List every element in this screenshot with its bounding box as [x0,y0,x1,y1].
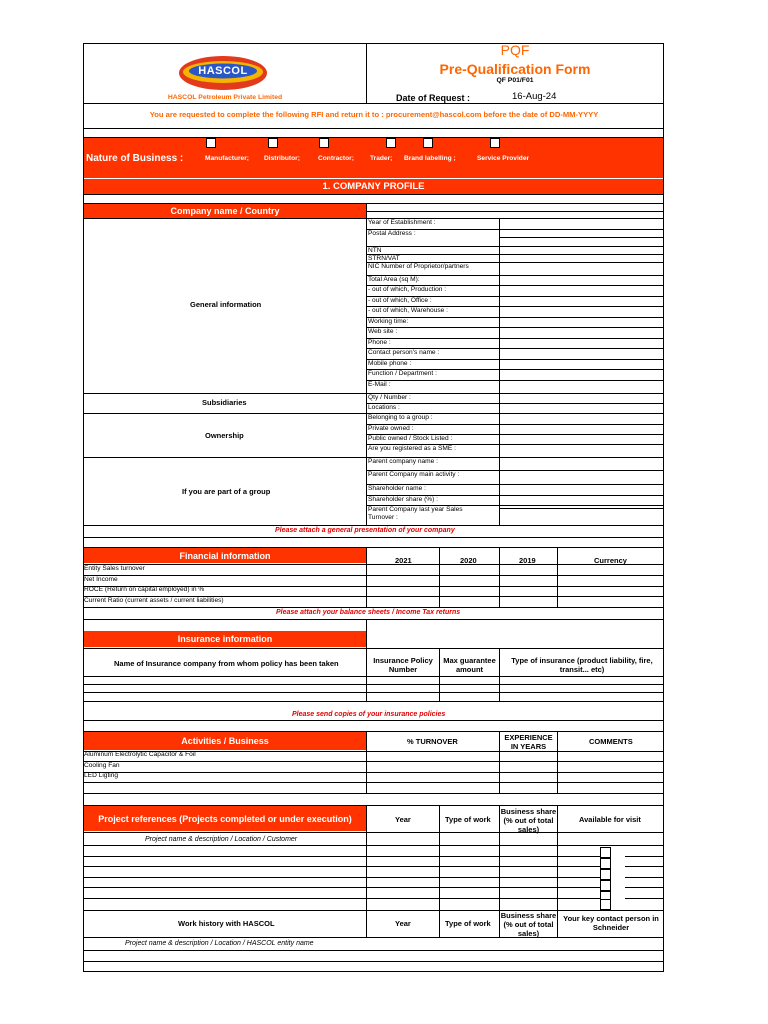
contractor-checkbox[interactable] [319,138,329,148]
policy-number-col-line1: Insurance Policy [373,656,433,665]
col-divider [499,218,500,525]
col-divider [439,805,440,910]
option-contractor: Contractor; [318,155,354,162]
company-name: HASCOL Petroleum Private Limited [167,94,283,101]
rule [83,692,664,693]
profile-field-label: Belonging to a group : [368,414,433,421]
field-rule [366,246,664,247]
work-history-header: Work history with HASCOL [178,919,275,928]
company-presentation-note: Please attach a general presentation of your company [275,527,455,534]
company-profile-title: 1. COMPANY PROFILE [84,179,663,194]
project-work-col: Type of work [445,815,491,824]
rule [625,877,664,878]
col-divider [366,731,367,793]
rule [83,103,664,104]
project-visit-col: Available for visit [579,815,641,824]
col-divider [366,805,367,910]
rule [83,877,603,878]
rule [83,457,367,458]
company-country-header: Company name / Country [84,204,366,218]
distributor-checkbox[interactable] [268,138,278,148]
work-history-contact-col-line2: Schneider [592,923,630,932]
general-information-label: General information [190,300,262,309]
policy-number-col-line2: Number [388,665,418,674]
rule [83,564,664,565]
profile-field-label: NIC Number of Proprietor/partners [368,263,469,270]
col-divider [557,731,558,793]
profile-field-label: Private owned : [368,425,414,432]
rule [83,720,664,721]
option-brand-labelling: Brand labelling ; [404,155,456,162]
profile-field-label: Postal Address : [368,230,416,237]
field-rule [366,403,664,404]
insurance-copies-note: Please send copies of your insurance policies [292,711,446,718]
date-value[interactable]: 16-Aug-24 [512,91,557,102]
profile-field-label: Working time: [368,318,409,325]
profile-field-label: Shareholder share (%) : [368,496,439,503]
project-share-col-line1: Business share [500,807,557,816]
profile-field-label: Web site : [368,328,398,335]
hascol-logo [178,55,268,91]
turnover-label-line2: Turnover : [368,514,398,521]
profile-field-label: Function / Department : [368,370,437,377]
project-subheader: Project name & description / Location / Customer [145,836,298,843]
rule [83,701,664,702]
field-rule [366,317,664,318]
field-rule [366,327,664,328]
profile-field-label: Contact person's name : [368,349,440,356]
visit-checkbox-6[interactable] [600,899,611,910]
field-rule [366,380,664,381]
form-reference: QF P01/F01 [496,77,534,84]
col-divider [366,203,367,525]
comments-col: COMMENTS [589,737,633,746]
group-label: If you are part of a group [182,487,271,496]
rule [83,648,664,649]
form-code: PQF [500,42,530,58]
rule [83,937,664,938]
experience-col-line2: IN YEARS [510,742,547,751]
nature-label: Nature of Business : [86,153,184,164]
rule [83,413,367,414]
option-distributor: Distributor; [264,155,300,162]
profile-field-label: Are you registered as a SME : [368,445,456,452]
trader-checkbox[interactable] [386,138,396,148]
rule [83,393,367,394]
work-history-year-col: Year [395,919,411,928]
col-divider [557,547,558,607]
option-trader: Trader; [370,155,393,162]
activity-cooling-fan: Cooling Fan [84,762,120,769]
activity-led-lighting: LED Ligting [84,772,119,779]
subsidiaries-label: Subsidiaries [202,398,247,407]
rule [83,950,664,951]
rule [83,619,664,620]
col-divider [439,910,440,937]
col-divider [366,910,367,937]
service-provider-checkbox[interactable] [490,138,500,148]
max-guarantee-col-line2: amount [455,665,484,674]
project-share-col-line2: (% out of total [503,816,554,825]
insurance-type-col-line2: transit... etc) [559,665,605,674]
work-history-work-col: Type of work [445,919,491,928]
financial-header: Financial information [84,548,366,563]
insurance-company-col: Name of Insurance company from whom policy has been taken [114,659,339,668]
max-guarantee-col [440,656,499,674]
field-rule [499,508,664,509]
project-share-col-line3: sales) [517,825,540,834]
rule [83,793,664,794]
insurance-type-col [500,656,664,674]
profile-field-label: Parent company name : [368,458,439,465]
visit-checkbox-2[interactable] [600,858,611,869]
rule [83,761,664,762]
row-current-ratio: Current Ratio (current assets / current liabilities) [84,597,224,604]
rule [625,866,664,867]
policy-number-col [367,656,439,674]
form-title: Pre-Qualification Form [439,61,591,77]
row-roce: ROCE (Return on capital employed) in % [84,586,205,593]
experience-col [500,733,557,751]
profile-field-label: - out of which, Warehouse : [368,307,449,314]
field-rule [366,254,664,255]
rule [83,782,664,783]
col-divider [499,547,500,607]
brand-labelling-checkbox[interactable] [423,138,433,148]
col-divider [366,547,367,607]
rule [83,845,664,846]
max-guarantee-col-line1: Max guarantee [443,656,496,665]
rule [83,832,664,833]
work-history-share-col-line1: Business share [500,911,557,920]
project-references-header: Project references (Projects completed or under execution) [84,806,366,831]
rule [83,194,664,195]
profile-field-label: STRN/VAT [368,255,400,262]
profile-field-label: Mobile phone : [368,360,412,367]
work-history-share-col-line3: sales) [517,929,540,938]
rule [625,856,664,857]
visit-checkbox-3[interactable] [600,869,611,880]
project-year-col: Year [395,815,411,824]
rule [625,898,664,899]
rule [83,575,664,576]
turnover-label-line1: Parent Company last year Sales [368,506,463,513]
col-currency: Currency [594,556,627,565]
field-rule [366,338,664,339]
balance-sheet-note: Please attach your balance sheets / Income Tax returns [276,609,461,616]
rule [83,961,664,962]
profile-field-label: Year of Establishment : [368,219,436,226]
row-sales-turnover: Entity Sales turnover [84,565,145,572]
rule [83,898,603,899]
profile-field-label: Locations : [368,404,400,411]
rule [83,684,664,685]
profile-field-label: Phone : [368,339,391,346]
col-divider [439,547,440,607]
row-net-income: Net Income [84,576,118,583]
col-2019: 2019 [519,556,536,565]
col-divider [557,805,558,910]
rule [366,211,664,212]
option-manufacturer: Manufacturer; [205,155,249,162]
logo-text: HASCOL [198,65,248,77]
experience-col-line1: EXPERIENCE [504,733,553,742]
profile-field-label: Total Area (sq M): [368,276,420,283]
col-2020: 2020 [460,556,477,565]
ownership-label: Ownership [205,431,244,440]
option-service-provider: Service Provider [477,155,530,162]
rule [83,537,664,538]
rule [83,607,664,608]
date-label: Date of Request : [396,93,471,103]
visit-checkbox-1[interactable] [600,847,611,858]
profile-field-label: NTN [368,247,382,254]
profile-field-label: Qty / Number : [368,394,411,401]
rule [83,856,603,857]
profile-field-label: Shareholder name : [368,485,426,492]
profile-field-label: Parent Company main activity : [368,471,460,478]
profile-field-label: E-Mail : [368,381,391,388]
work-history-contact-col-line1: Your key contact person in [563,914,659,923]
rule [625,887,664,888]
profile-field-label: - out of which, Office : [368,297,432,304]
instruction-text: You are requested to complete the following RFI and return it to : procurement@hascol.com before the date of DD-MM-YYYY [149,110,599,119]
project-share-col [500,807,557,834]
work-history-share-col-line2: (% out of total [503,920,554,929]
insurance-type-col-line1: Type of insurance (product liability, fire, [511,656,653,665]
manufacturer-checkbox[interactable] [206,138,216,148]
profile-field-label: Public owned / Stock Listed : [368,435,453,442]
activities-header: Activities / Business [84,732,366,750]
rule [83,676,664,677]
rule [83,887,603,888]
activity-capacitor: Aluminum Electrolytic Capacitor & Foil [84,751,196,758]
col-2021: 2021 [395,556,412,565]
rule [83,910,664,911]
visit-checkbox-4[interactable] [600,880,611,891]
work-history-share-col [500,911,557,938]
field-rule [499,237,664,238]
work-history-subheader: Project name & description / Location / HASCOL entity name [125,940,314,947]
work-history-contact-col [558,914,664,932]
rule [83,525,664,526]
rule [83,128,664,129]
rule [83,866,603,867]
rule [83,772,664,773]
turnover-col: % TURNOVER [407,737,458,746]
insurance-header: Insurance information [84,631,366,647]
profile-field-label: - out of which, Production : [368,286,447,293]
